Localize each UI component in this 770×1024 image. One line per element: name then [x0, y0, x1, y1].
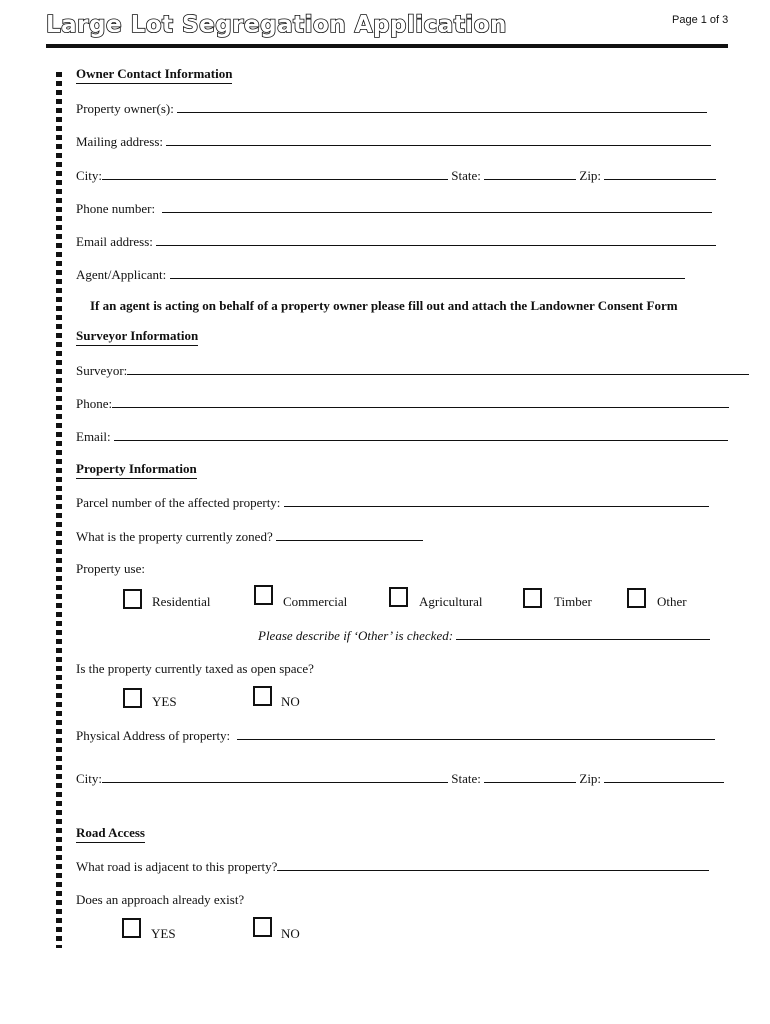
owner-city-label: City:: [76, 168, 103, 183]
adjacent-road-field[interactable]: [277, 858, 709, 871]
physical-address-row: [76, 727, 715, 744]
property-owner-label: Property owner(s):: [76, 101, 174, 116]
property-use-label: Property use:: [76, 561, 145, 576]
owner-zip-label: Zip:: [579, 168, 602, 183]
section-road-access: Road Access: [76, 825, 145, 843]
owner-zip-field[interactable]: [604, 167, 716, 180]
left-dotted-border: [56, 72, 62, 948]
mailing-address-label: Mailing address:: [76, 134, 164, 149]
approach-no-checkbox[interactable]: [253, 917, 272, 937]
approach-question: Does an approach already exist?: [76, 892, 245, 907]
section-property: Property Information: [76, 461, 197, 479]
open-space-yes-label: YES: [152, 694, 177, 709]
surveyor-phone-row: [76, 395, 729, 412]
timber-checkbox[interactable]: [523, 588, 542, 608]
parcel-number-field[interactable]: [284, 494, 709, 507]
surveyor-phone-field[interactable]: [112, 395, 729, 408]
approach-yes-checkbox[interactable]: [122, 918, 141, 938]
other-checkbox[interactable]: [627, 588, 646, 608]
property-zip-label: Zip:: [579, 771, 602, 786]
section-owner-contact: Owner Contact Information: [76, 66, 232, 84]
commercial-label: Commercial: [283, 594, 348, 609]
surveyor-row: [76, 362, 749, 379]
parcel-number-row: [76, 494, 709, 511]
owner-state-field[interactable]: [484, 167, 576, 180]
timber-label: Timber: [554, 594, 592, 609]
zoned-row: [76, 528, 423, 545]
agent-applicant-field[interactable]: [170, 266, 685, 279]
zoned-field[interactable]: [276, 528, 423, 541]
other-describe-label: Please describe if ‘Other’ is checked:: [258, 628, 454, 643]
phone-number-row: [76, 200, 712, 217]
property-city-field[interactable]: [102, 770, 448, 783]
email-address-label: Email address:: [76, 234, 153, 249]
commercial-checkbox[interactable]: [254, 585, 273, 605]
other-label: Other: [657, 594, 687, 609]
surveyor-email-label: Email:: [76, 429, 111, 444]
phone-number-field[interactable]: [162, 200, 712, 213]
surveyor-label: Surveyor:: [76, 363, 128, 378]
open-space-yes-checkbox[interactable]: [123, 688, 142, 708]
open-space-no-label: NO: [281, 694, 300, 709]
other-describe-field[interactable]: [456, 627, 710, 640]
open-space-no-checkbox[interactable]: [253, 686, 272, 706]
property-owner-field[interactable]: [177, 100, 707, 113]
property-city-row: [76, 770, 724, 787]
owner-state-label: State:: [451, 168, 481, 183]
approach-yes-label: YES: [151, 926, 176, 941]
surveyor-phone-label: Phone:: [76, 396, 113, 411]
section-surveyor: Surveyor Information: [76, 328, 198, 346]
agent-applicant-row: [76, 266, 685, 283]
property-state-label: State:: [451, 771, 481, 786]
physical-address-field[interactable]: [237, 727, 715, 740]
surveyor-email-row: [76, 428, 728, 445]
email-address-row: [76, 233, 716, 250]
email-address-field[interactable]: [156, 233, 716, 246]
agent-applicant-label: Agent/Applicant:: [76, 267, 167, 282]
form-title: Large Lot Segregation Application: [46, 12, 507, 38]
title-rule: [46, 44, 728, 48]
property-state-field[interactable]: [484, 770, 576, 783]
agricultural-checkbox[interactable]: [389, 587, 408, 607]
surveyor-email-field[interactable]: [114, 428, 728, 441]
surveyor-field[interactable]: [127, 362, 749, 375]
open-space-question: Is the property currently taxed as open space?: [76, 661, 314, 676]
owner-city-row: [76, 167, 716, 184]
mailing-address-field[interactable]: [166, 133, 711, 146]
agent-consent-note: If an agent is acting on behalf of a property owner please fill out and attach the Landowner Consent Form: [90, 298, 678, 313]
adjacent-road-row: [76, 858, 709, 875]
mailing-address-row: [76, 133, 711, 150]
property-owner-row: [76, 100, 707, 117]
parcel-number-label: Parcel number of the affected property:: [76, 495, 281, 510]
residential-label: Residential: [152, 594, 211, 609]
owner-city-field[interactable]: [102, 167, 448, 180]
property-zip-field[interactable]: [604, 770, 724, 783]
adjacent-road-label: What road is adjacent to this property?: [76, 859, 278, 874]
approach-no-label: NO: [281, 926, 300, 941]
zoned-label: What is the property currently zoned?: [76, 529, 273, 544]
other-describe-row: [258, 627, 710, 644]
property-city-label: City:: [76, 771, 103, 786]
page-number: Page 1 of 3: [672, 14, 729, 26]
phone-number-label: Phone number:: [76, 201, 156, 216]
residential-checkbox[interactable]: [123, 589, 142, 609]
physical-address-label: Physical Address of property:: [76, 728, 231, 743]
agricultural-label: Agricultural: [419, 594, 483, 609]
